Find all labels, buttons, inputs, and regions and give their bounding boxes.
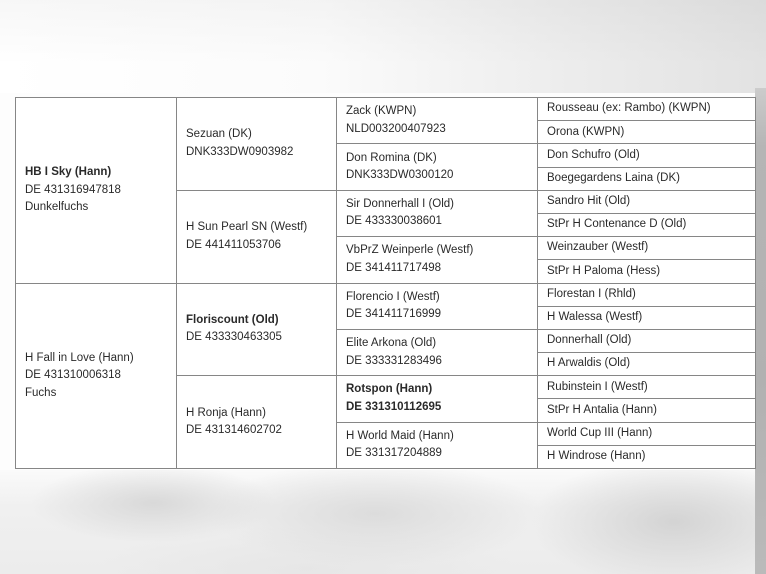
horse-id: DE 431310006318 — [25, 369, 121, 381]
horse-name: Boegegardens Laina (DK) — [547, 171, 680, 184]
pedigree-cell-g3 — [337, 237, 538, 283]
horse-id: DE 331317204889 — [346, 447, 442, 460]
pedigree-table — [15, 97, 756, 469]
horse-id: DNK333DW0903982 — [186, 145, 294, 158]
table-row — [16, 283, 756, 306]
pedigree-cell-g4 — [538, 353, 756, 376]
pedigree-cell-g3 — [337, 98, 538, 144]
horse-name: Don Romina (DK) — [346, 151, 437, 164]
pedigree-cell-g4 — [538, 376, 756, 399]
pedigree-cell-g3 — [337, 376, 538, 422]
horse-id: DE 431316947818 — [25, 183, 121, 196]
horse-name: Sir Donnerhall I (Old) — [346, 197, 455, 210]
background-blur-top — [0, 0, 766, 93]
pedigree-cell-sire — [16, 98, 177, 284]
pedigree-cell-g2 — [177, 376, 337, 469]
background-gray-strip — [755, 88, 766, 574]
pedigree-cell-g3 — [337, 422, 538, 468]
pedigree-cell-g4 — [538, 422, 756, 445]
pedigree-cell-g4 — [538, 167, 756, 190]
horse-id: DE 433330038601 — [346, 215, 442, 228]
horse-name: Florestan I (Rhld) — [547, 287, 636, 300]
horse-name: VbPrZ Weinperle (Westf) — [346, 244, 474, 257]
horse-name: Zack (KWPN) — [346, 105, 417, 118]
horse-name: H Ronja (Hann) — [186, 406, 266, 419]
pedigree-cell-g4 — [538, 213, 756, 236]
pedigree-cell-g4 — [538, 121, 756, 144]
pedigree-cell-g3 — [337, 190, 538, 236]
horse-name: Sezuan (DK) — [186, 128, 252, 141]
horse-name: Elite Arkona (Old) — [346, 337, 437, 350]
horse-id: DE 333331283496 — [346, 354, 442, 367]
pedigree-cell-g3 — [337, 283, 538, 329]
pedigree-cell-g2 — [177, 283, 337, 376]
horse-name: StPr H Antalia (Hann) — [547, 403, 657, 416]
pedigree-cell-g4 — [538, 283, 756, 306]
horse-name: StPr H Paloma (Hess) — [547, 264, 661, 277]
horse-coat-color: Dunkelfuchs — [25, 201, 89, 213]
horse-id: DE 341411716999 — [346, 308, 442, 321]
pedigree-cell-g3 — [337, 144, 538, 190]
horse-name: Rotspon (Hann) — [346, 383, 433, 396]
horse-id: DE 433330463305 — [186, 331, 282, 344]
horse-name: H World Maid (Hann) — [346, 429, 454, 442]
pedigree-cell-g4 — [538, 399, 756, 422]
pedigree-cell-g4 — [538, 144, 756, 167]
table-row — [16, 98, 756, 121]
background-blur-bottom — [0, 470, 766, 574]
horse-id: DE 341411717498 — [346, 261, 442, 274]
horse-id: DE 331310112695 — [346, 400, 442, 413]
horse-name: H Arwaldis (Old) — [547, 357, 631, 370]
horse-name: Floriscount (Old) — [186, 313, 279, 326]
horse-name: Orona (KWPN) — [547, 125, 625, 138]
horse-name: World Cup III (Hann) — [547, 426, 653, 439]
pedigree-cell-g4 — [538, 445, 756, 468]
horse-id: DE 431314602702 — [186, 424, 282, 437]
pedigree-cell-g2 — [177, 98, 337, 191]
horse-name: Rubinstein I (Westf) — [547, 380, 648, 393]
horse-name: Weinzauber (Westf) — [547, 241, 649, 254]
horse-id: DE 441411053706 — [186, 238, 282, 251]
horse-name: H Fall in Love (Hann) — [25, 351, 134, 364]
horse-coat-color: Fuchs — [25, 386, 57, 399]
horse-name: StPr H Contenance D (Old) — [547, 218, 687, 231]
horse-name: Don Schufro (Old) — [547, 148, 640, 161]
pedigree-cell-g2 — [177, 190, 337, 283]
pedigree-cell-g4 — [538, 190, 756, 213]
pedigree-cell-g4 — [538, 260, 756, 283]
horse-id: DNK333DW0300120 — [346, 169, 454, 182]
horse-name: Donnerhall (Old) — [547, 334, 632, 347]
pedigree-cell-g4 — [538, 237, 756, 260]
pedigree-cell-g4 — [538, 98, 756, 121]
pedigree-cell-g4 — [538, 306, 756, 329]
pedigree-cell-dam — [16, 283, 177, 469]
horse-name: HB I Sky (Hann) — [25, 166, 112, 178]
horse-name: H Walessa (Westf) — [547, 311, 643, 324]
horse-name: Rousseau (ex: Rambo) (KWPN) — [547, 102, 711, 115]
pedigree-cell-g4 — [538, 329, 756, 352]
horse-name: Sandro Hit (Old) — [547, 195, 631, 208]
horse-id: NLD003200407923 — [346, 122, 446, 135]
pedigree-cell-g3 — [337, 329, 538, 375]
horse-name: Florencio I (Westf) — [346, 290, 440, 303]
horse-name: H Windrose (Hann) — [547, 450, 646, 463]
horse-name: H Sun Pearl SN (Westf) — [186, 221, 308, 234]
